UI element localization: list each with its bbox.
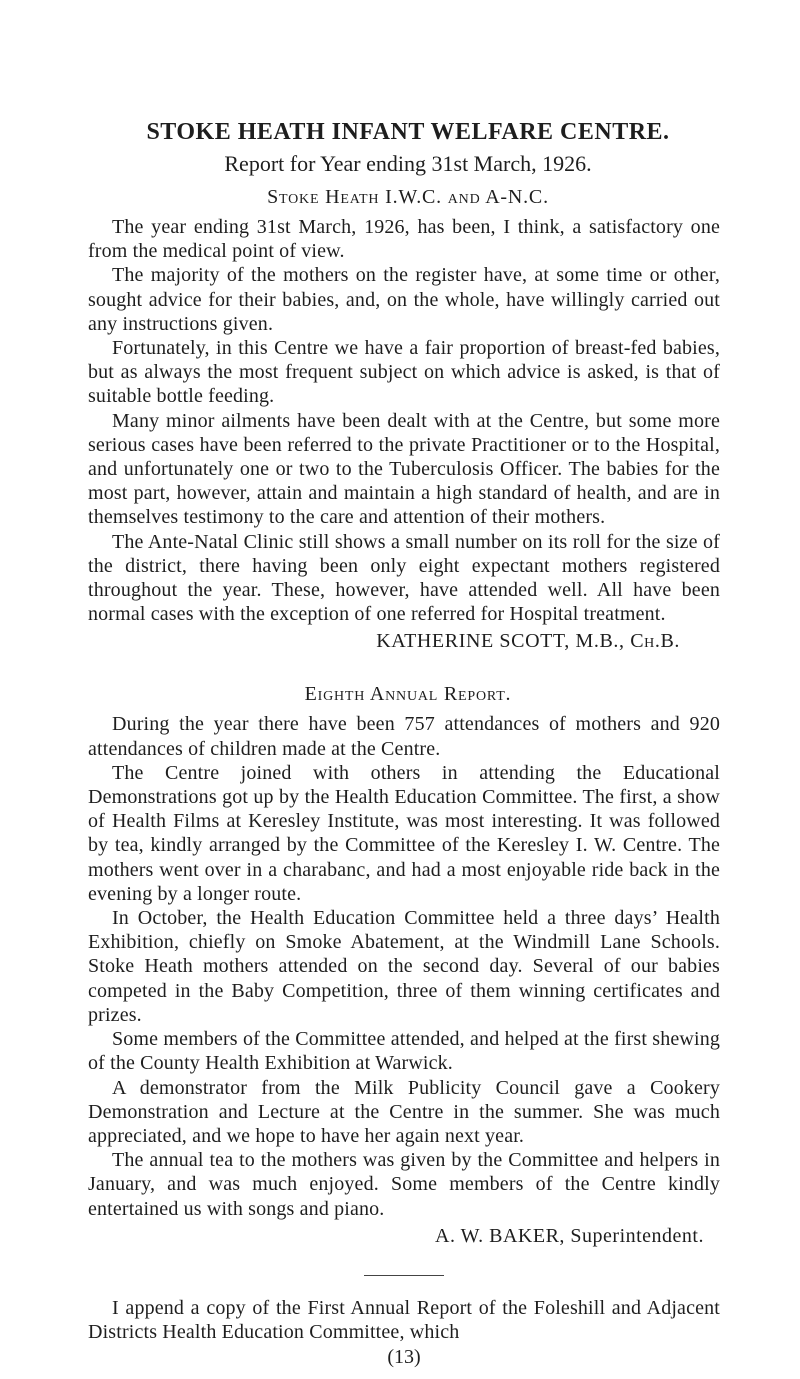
page-number: (13) bbox=[387, 1346, 421, 1369]
signature-degree: Ch.B. bbox=[630, 630, 680, 653]
paragraph: The year ending 31st March, 1926, has been, I think, a satisfactory one from the medical point of view. bbox=[88, 216, 720, 263]
paragraph: The Centre joined with others in attending the Educational Demonstrations got up by the Health Education Committee. The first, a show of Health Films at Keresley Institute, was most interesting. It was followed by tea, kindly arranged by the Committee of the Keresley I. W. Centre. The mothers went over in a charabanc, and had a most enjoyable ride back in the evening by a longer route. bbox=[88, 761, 720, 905]
signature-superintendent: A. W. BAKER, Superintendent. bbox=[435, 1224, 704, 1247]
paragraph: Fortunately, in this Centre we have a fair proportion of breast-fed babies, but as always the most frequent subject on which advice is asked, is that of suitable bottle feeding. bbox=[88, 337, 720, 408]
page-title: STOKE HEATH INFANT WELFARE CENTRE. bbox=[146, 119, 670, 145]
footer-paragraph: I append a copy of the First Annual Report of the Foleshill and Adjacent Districts Health Education Committee, which bbox=[88, 1296, 720, 1343]
section-divider bbox=[364, 1275, 444, 1276]
section-heading-stoke-heath: Stoke Heath I.W.C. and A-N.C. bbox=[267, 186, 549, 208]
signature-name: KATHERINE SCOTT, M.B., bbox=[376, 630, 625, 653]
signature-medical-officer bbox=[88, 628, 720, 654]
paragraph: The annual tea to the mothers was given by the Committee and helpers in January, and was much enjoyed. Some members of the Centre kindly entertained us with songs and piano. bbox=[88, 1149, 720, 1220]
paragraph: Many minor ailments have been dealt with at the Centre, but some more serious cases have been referred to the private Practitioner or to the Hospital, and unfortunately one or two to the Tuberculosis Officer. The babies for the most part, however, attain and maintain a high standard of health, and are in themselves testimony to the care and attention of their mothers. bbox=[88, 409, 720, 529]
paragraph: The majority of the mothers on the register have, at some time or other, sought advice for their babies, and, on the whole, have willingly carried out any instructions given. bbox=[88, 264, 720, 335]
section-heading-eighth-annual-report: Eighth Annual Report. bbox=[304, 683, 512, 706]
paragraph: In October, the Health Education Committee held a three days’ Health Exhibition, chiefly on Smoke Abatement, at the Windmill Lane Schools. Stoke Heath mothers attended on the second day. Several of our babies competed in the Baby Competition, three of them winning certificates and prizes. bbox=[88, 907, 720, 1026]
paragraph: Some members of the Committee attended, and helped at the first shewing of the County Health Exhibition at Warwick. bbox=[88, 1028, 720, 1075]
paragraph: During the year there have been 757 attendances of mothers and 920 attendances of children made at the Centre. bbox=[88, 713, 720, 760]
paragraph: The Ante-Natal Clinic still shows a small number on its roll for the size of the district, there having been only eight expectant mothers registered throughout the year. These, however, have attended well. All have been normal cases with the exception of one referred for Hospital treatment. bbox=[88, 530, 720, 626]
report-subtitle: Report for Year ending 31st March, 1926. bbox=[224, 151, 592, 176]
paragraph: A demonstrator from the Milk Publicity Council gave a Cookery Demonstration and Lecture at the Centre in the summer. She was much appreciated, and we hope to have her again next year. bbox=[88, 1076, 720, 1147]
